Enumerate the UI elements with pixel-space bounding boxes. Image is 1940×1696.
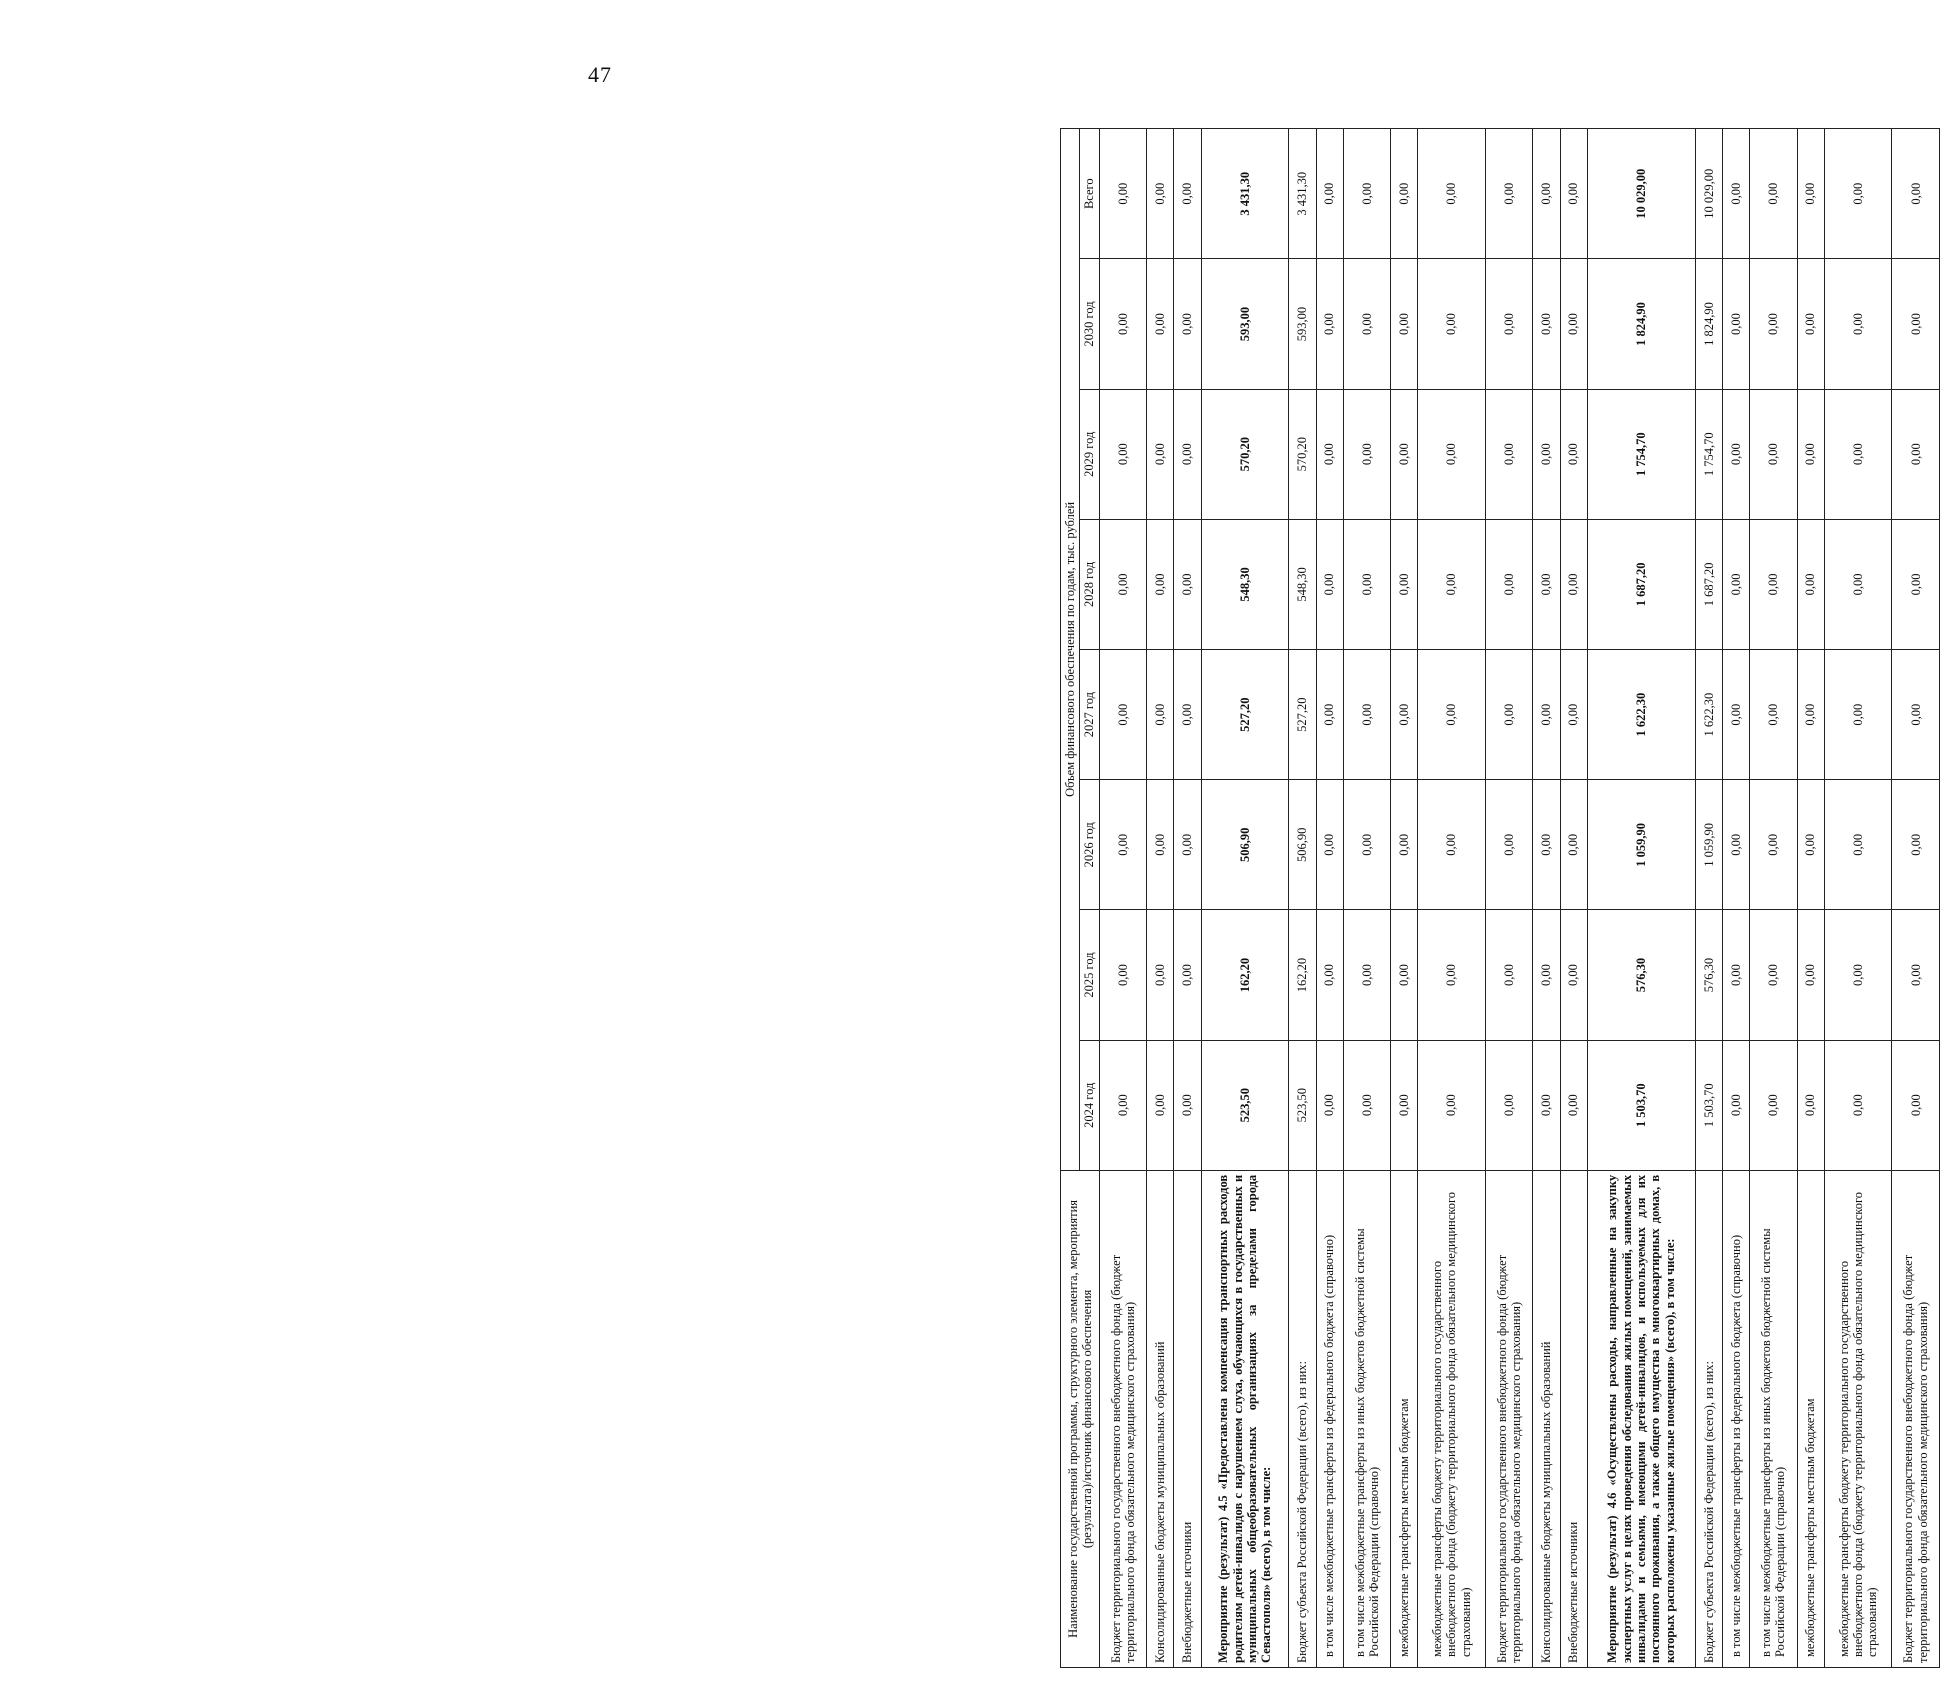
year-value-cell: 1 824,90 xyxy=(1695,259,1722,389)
year-value-cell: 548,30 xyxy=(1289,519,1316,649)
year-value-cell: 0,00 xyxy=(1533,519,1560,649)
row-name-cell: Бюджет субъекта Российской Федерации (всего), из них: xyxy=(1289,1170,1316,1667)
year-value-cell: 1 622,30 xyxy=(1587,650,1695,780)
year-value-cell: 0,00 xyxy=(1147,519,1174,649)
year-value-cell: 576,30 xyxy=(1587,910,1695,1040)
year-value-cell: 0,00 xyxy=(1391,259,1418,389)
year-value-cell: 0,00 xyxy=(1722,1040,1749,1170)
year-value-cell: 0,00 xyxy=(1099,910,1146,1040)
year-value-cell: 0,00 xyxy=(1485,780,1532,910)
year-value-cell: 0,00 xyxy=(1099,1040,1146,1170)
year-value-cell: 0,00 xyxy=(1824,780,1892,910)
year-value-cell: 1 503,70 xyxy=(1695,1040,1722,1170)
row-name-cell: в том числе межбюджетные трансферты из иных бюджетов бюджетной системы Российской Федерации (справочно) xyxy=(1343,1170,1390,1667)
total-value-cell: 0,00 xyxy=(1316,129,1343,259)
year-value-cell: 0,00 xyxy=(1797,1040,1824,1170)
year-value-cell: 0,00 xyxy=(1824,1040,1892,1170)
row-name-cell: Бюджет территориального государственного внебюджетного фонда (бюджет территориального фонда обязательного медицинского страхования) xyxy=(1099,1170,1146,1667)
year-value-cell: 0,00 xyxy=(1147,259,1174,389)
year-value-cell: 0,00 xyxy=(1174,910,1201,1040)
table-row xyxy=(1533,129,1560,1668)
year-value-cell: 0,00 xyxy=(1316,389,1343,519)
year-value-cell: 0,00 xyxy=(1485,519,1532,649)
table-body xyxy=(1099,129,1939,1668)
year-value-cell: 0,00 xyxy=(1316,650,1343,780)
year-value-cell: 570,20 xyxy=(1289,389,1316,519)
year-value-cell: 0,00 xyxy=(1560,259,1587,389)
year-value-cell: 0,00 xyxy=(1560,910,1587,1040)
year-value-cell: 0,00 xyxy=(1147,910,1174,1040)
table-row xyxy=(1147,129,1174,1668)
year-value-cell: 0,00 xyxy=(1391,519,1418,649)
year-value-cell: 570,20 xyxy=(1201,389,1289,519)
row-name-cell: Внебюджетные источники xyxy=(1560,1170,1587,1667)
year-header: 2026 год xyxy=(1080,780,1099,910)
year-value-cell: 0,00 xyxy=(1147,780,1174,910)
year-value-cell: 0,00 xyxy=(1533,910,1560,1040)
total-value-cell: 10 029,00 xyxy=(1695,129,1722,259)
year-value-cell: 0,00 xyxy=(1824,519,1892,649)
year-header: 2024 год xyxy=(1080,1040,1099,1170)
row-name-cell: межбюджетные трансферты местным бюджетам xyxy=(1391,1170,1418,1667)
year-value-cell: 0,00 xyxy=(1722,650,1749,780)
total-value-cell: 0,00 xyxy=(1147,129,1174,259)
year-value-cell: 0,00 xyxy=(1750,519,1797,649)
year-value-cell: 593,00 xyxy=(1289,259,1316,389)
year-value-cell: 0,00 xyxy=(1418,1040,1486,1170)
name-column-header: Наименование государственной программы, структурного элемента, мероприятия (результата)/источник финансового обеспечения xyxy=(1061,1170,1100,1667)
year-value-cell: 1 687,20 xyxy=(1587,519,1695,649)
year-value-cell: 0,00 xyxy=(1750,1040,1797,1170)
year-value-cell: 0,00 xyxy=(1418,389,1486,519)
year-value-cell: 0,00 xyxy=(1722,259,1749,389)
year-value-cell: 0,00 xyxy=(1418,259,1486,389)
year-value-cell: 162,20 xyxy=(1289,910,1316,1040)
year-value-cell: 0,00 xyxy=(1418,519,1486,649)
row-name-cell: в том числе межбюджетные трансферты из федерального бюджета (справочно) xyxy=(1316,1170,1343,1667)
year-value-cell: 506,90 xyxy=(1201,780,1289,910)
year-value-cell: 0,00 xyxy=(1797,780,1824,910)
year-header: 2029 год xyxy=(1080,389,1099,519)
total-value-cell: 0,00 xyxy=(1343,129,1390,259)
table-row xyxy=(1289,129,1316,1668)
table-row xyxy=(1418,129,1486,1668)
year-value-cell: 0,00 xyxy=(1174,780,1201,910)
year-value-cell: 0,00 xyxy=(1174,1040,1201,1170)
year-header: 2027 год xyxy=(1080,650,1099,780)
year-value-cell: 0,00 xyxy=(1750,650,1797,780)
year-value-cell: 593,00 xyxy=(1201,259,1289,389)
volume-title: Объем финансового обеспечения по годам, тыс. рублей xyxy=(1061,129,1080,1171)
year-value-cell: 0,00 xyxy=(1892,389,1940,519)
year-value-cell: 0,00 xyxy=(1174,519,1201,649)
year-value-cell: 0,00 xyxy=(1750,780,1797,910)
year-value-cell: 0,00 xyxy=(1892,519,1940,649)
table-row xyxy=(1695,129,1722,1668)
rotated-table-container xyxy=(1060,128,1940,1668)
year-value-cell: 0,00 xyxy=(1147,650,1174,780)
total-value-cell: 0,00 xyxy=(1797,129,1824,259)
year-value-cell: 0,00 xyxy=(1750,910,1797,1040)
row-name-cell: межбюджетные трансферты бюджету территориального государственного внебюджетного фонда (бюджету территориального фонда обязательного медицинского страхования) xyxy=(1418,1170,1486,1667)
year-value-cell: 0,00 xyxy=(1099,519,1146,649)
total-value-cell: 0,00 xyxy=(1099,129,1146,259)
year-value-cell: 0,00 xyxy=(1533,650,1560,780)
year-value-cell: 0,00 xyxy=(1824,259,1892,389)
year-value-cell: 0,00 xyxy=(1892,1040,1940,1170)
total-value-cell: 0,00 xyxy=(1485,129,1532,259)
total-value-cell: 0,00 xyxy=(1750,129,1797,259)
total-value-cell: 3 431,30 xyxy=(1289,129,1316,259)
total-value-cell: 0,00 xyxy=(1533,129,1560,259)
year-value-cell: 0,00 xyxy=(1722,519,1749,649)
year-value-cell: 0,00 xyxy=(1391,780,1418,910)
total-value-cell: 0,00 xyxy=(1824,129,1892,259)
year-value-cell: 0,00 xyxy=(1750,389,1797,519)
table-row xyxy=(1797,129,1824,1668)
total-value-cell: 3 431,30 xyxy=(1201,129,1289,259)
year-value-cell: 1 824,90 xyxy=(1587,259,1695,389)
year-value-cell: 0,00 xyxy=(1418,910,1486,1040)
year-value-cell: 0,00 xyxy=(1343,910,1390,1040)
row-name-cell: в том числе межбюджетные трансферты из иных бюджетов бюджетной системы Российской Федерации (справочно) xyxy=(1750,1170,1797,1667)
year-value-cell: 0,00 xyxy=(1892,259,1940,389)
year-value-cell: 0,00 xyxy=(1343,519,1390,649)
year-value-cell: 0,00 xyxy=(1560,519,1587,649)
year-value-cell: 1 503,70 xyxy=(1587,1040,1695,1170)
year-value-cell: 0,00 xyxy=(1892,910,1940,1040)
table-row xyxy=(1485,129,1532,1668)
year-value-cell: 1 754,70 xyxy=(1587,389,1695,519)
year-value-cell: 0,00 xyxy=(1560,650,1587,780)
year-header: 2028 год xyxy=(1080,519,1099,649)
year-value-cell: 0,00 xyxy=(1824,650,1892,780)
year-value-cell: 162,20 xyxy=(1201,910,1289,1040)
table-row xyxy=(1343,129,1390,1668)
year-value-cell: 0,00 xyxy=(1418,650,1486,780)
year-value-cell: 0,00 xyxy=(1533,780,1560,910)
table-row xyxy=(1174,129,1201,1668)
table-row xyxy=(1201,129,1289,1668)
year-value-cell: 0,00 xyxy=(1391,650,1418,780)
table-row xyxy=(1099,129,1146,1668)
table-row xyxy=(1750,129,1797,1668)
year-value-cell: 0,00 xyxy=(1485,389,1532,519)
year-value-cell: 0,00 xyxy=(1343,389,1390,519)
year-value-cell: 0,00 xyxy=(1797,910,1824,1040)
row-name-cell: Внебюджетные источники xyxy=(1174,1170,1201,1667)
row-name-cell: межбюджетные трансферты местным бюджетам xyxy=(1797,1170,1824,1667)
table-row xyxy=(1560,129,1587,1668)
row-name-cell: Мероприятие (результат) 4.5 «Предоставлена компенсация транспортных расходов родителям детей-инвалидов с нарушением слуха, обучающихся в государственных и муниципальных общеобразовательных организациях за пределами города Севастополя» (всего), в том числе: xyxy=(1201,1170,1289,1667)
year-value-cell: 0,00 xyxy=(1343,650,1390,780)
year-value-cell: 0,00 xyxy=(1174,389,1201,519)
year-value-cell: 0,00 xyxy=(1533,1040,1560,1170)
year-header: 2025 год xyxy=(1080,910,1099,1040)
year-value-cell: 0,00 xyxy=(1316,910,1343,1040)
year-value-cell: 0,00 xyxy=(1533,259,1560,389)
year-value-cell: 0,00 xyxy=(1533,389,1560,519)
year-value-cell: 0,00 xyxy=(1391,389,1418,519)
row-name-cell: Консолидированные бюджеты муниципальных образований xyxy=(1533,1170,1560,1667)
year-value-cell: 0,00 xyxy=(1343,780,1390,910)
year-header: 2030 год xyxy=(1080,259,1099,389)
year-value-cell: 0,00 xyxy=(1824,910,1892,1040)
row-name-cell: Консолидированные бюджеты муниципальных образований xyxy=(1147,1170,1174,1667)
year-value-cell: 0,00 xyxy=(1750,259,1797,389)
table-row xyxy=(1587,129,1695,1668)
row-name-cell: Бюджет территориального государственного внебюджетного фонда (бюджет территориального фонда обязательного медицинского страхования) xyxy=(1892,1170,1940,1667)
year-value-cell: 0,00 xyxy=(1824,389,1892,519)
row-name-cell: в том числе межбюджетные трансферты из федерального бюджета (справочно) xyxy=(1722,1170,1749,1667)
year-value-cell: 0,00 xyxy=(1485,1040,1532,1170)
row-name-cell: Бюджет субъекта Российской Федерации (всего), из них: xyxy=(1695,1170,1722,1667)
row-name-cell: межбюджетные трансферты бюджету территориального государственного внебюджетного фонда (бюджету территориального фонда обязательного медицинского страхования) xyxy=(1824,1170,1892,1667)
total-value-cell: 0,00 xyxy=(1174,129,1201,259)
year-value-cell: 0,00 xyxy=(1485,259,1532,389)
total-value-cell: 0,00 xyxy=(1560,129,1587,259)
year-value-cell: 0,00 xyxy=(1560,1040,1587,1170)
year-value-cell: 0,00 xyxy=(1099,389,1146,519)
year-value-cell: 0,00 xyxy=(1722,389,1749,519)
year-value-cell: 1 622,30 xyxy=(1695,650,1722,780)
header-row-1 xyxy=(1061,129,1080,1668)
year-value-cell: 0,00 xyxy=(1316,780,1343,910)
year-value-cell: 0,00 xyxy=(1797,650,1824,780)
year-value-cell: 0,00 xyxy=(1174,650,1201,780)
year-value-cell: 523,50 xyxy=(1201,1040,1289,1170)
year-value-cell: 1 059,90 xyxy=(1587,780,1695,910)
year-value-cell: 0,00 xyxy=(1391,1040,1418,1170)
year-value-cell: 0,00 xyxy=(1316,519,1343,649)
year-value-cell: 1 754,70 xyxy=(1695,389,1722,519)
year-value-cell: 506,90 xyxy=(1289,780,1316,910)
page-number: 47 xyxy=(588,62,612,87)
year-value-cell: 0,00 xyxy=(1560,780,1587,910)
row-name-cell: Бюджет территориального государственного внебюджетного фонда (бюджет территориального фонда обязательного медицинского страхования) xyxy=(1485,1170,1532,1667)
table-row xyxy=(1316,129,1343,1668)
row-name-cell: Мероприятие (результат) 4.6 «Осуществлены расходы, направленные на закупку экспертных услуг в целях проведения обследования жилых помещений, занимаемых инвалидами и семьями, имеющими детей-инвалидов, и используемых для их постоянного проживания, а также общего имущества в многоквартирных домах, в которых расположены указанные жилые помещения» (всего), в том числе: xyxy=(1587,1170,1695,1667)
year-value-cell: 0,00 xyxy=(1892,780,1940,910)
year-value-cell: 0,00 xyxy=(1316,259,1343,389)
year-value-cell: 0,00 xyxy=(1418,780,1486,910)
year-value-cell: 0,00 xyxy=(1174,259,1201,389)
financing-table xyxy=(1060,128,1940,1668)
year-value-cell: 527,20 xyxy=(1289,650,1316,780)
table-row xyxy=(1722,129,1749,1668)
total-header: Всего xyxy=(1080,129,1099,259)
table-row xyxy=(1824,129,1892,1668)
year-value-cell: 0,00 xyxy=(1485,910,1532,1040)
year-value-cell: 548,30 xyxy=(1201,519,1289,649)
year-value-cell: 0,00 xyxy=(1722,780,1749,910)
year-value-cell: 0,00 xyxy=(1343,259,1390,389)
year-value-cell: 0,00 xyxy=(1099,650,1146,780)
year-value-cell: 0,00 xyxy=(1099,259,1146,389)
total-value-cell: 0,00 xyxy=(1418,129,1486,259)
year-value-cell: 0,00 xyxy=(1797,519,1824,649)
total-value-cell: 0,00 xyxy=(1722,129,1749,259)
year-value-cell: 0,00 xyxy=(1391,910,1418,1040)
year-value-cell: 0,00 xyxy=(1485,650,1532,780)
total-value-cell: 10 029,00 xyxy=(1587,129,1695,259)
year-value-cell: 0,00 xyxy=(1147,389,1174,519)
year-value-cell: 0,00 xyxy=(1147,1040,1174,1170)
year-value-cell: 523,50 xyxy=(1289,1040,1316,1170)
year-value-cell: 0,00 xyxy=(1316,1040,1343,1170)
year-value-cell: 0,00 xyxy=(1797,389,1824,519)
year-value-cell: 0,00 xyxy=(1343,1040,1390,1170)
year-value-cell: 527,20 xyxy=(1201,650,1289,780)
table-row xyxy=(1892,129,1940,1668)
year-value-cell: 0,00 xyxy=(1099,780,1146,910)
year-value-cell: 0,00 xyxy=(1892,650,1940,780)
year-value-cell: 576,30 xyxy=(1695,910,1722,1040)
total-value-cell: 0,00 xyxy=(1892,129,1940,259)
year-value-cell: 0,00 xyxy=(1797,259,1824,389)
year-value-cell: 1 687,20 xyxy=(1695,519,1722,649)
total-value-cell: 0,00 xyxy=(1391,129,1418,259)
table-row xyxy=(1391,129,1418,1668)
year-value-cell: 0,00 xyxy=(1722,910,1749,1040)
year-value-cell: 1 059,90 xyxy=(1695,780,1722,910)
year-value-cell: 0,00 xyxy=(1560,389,1587,519)
